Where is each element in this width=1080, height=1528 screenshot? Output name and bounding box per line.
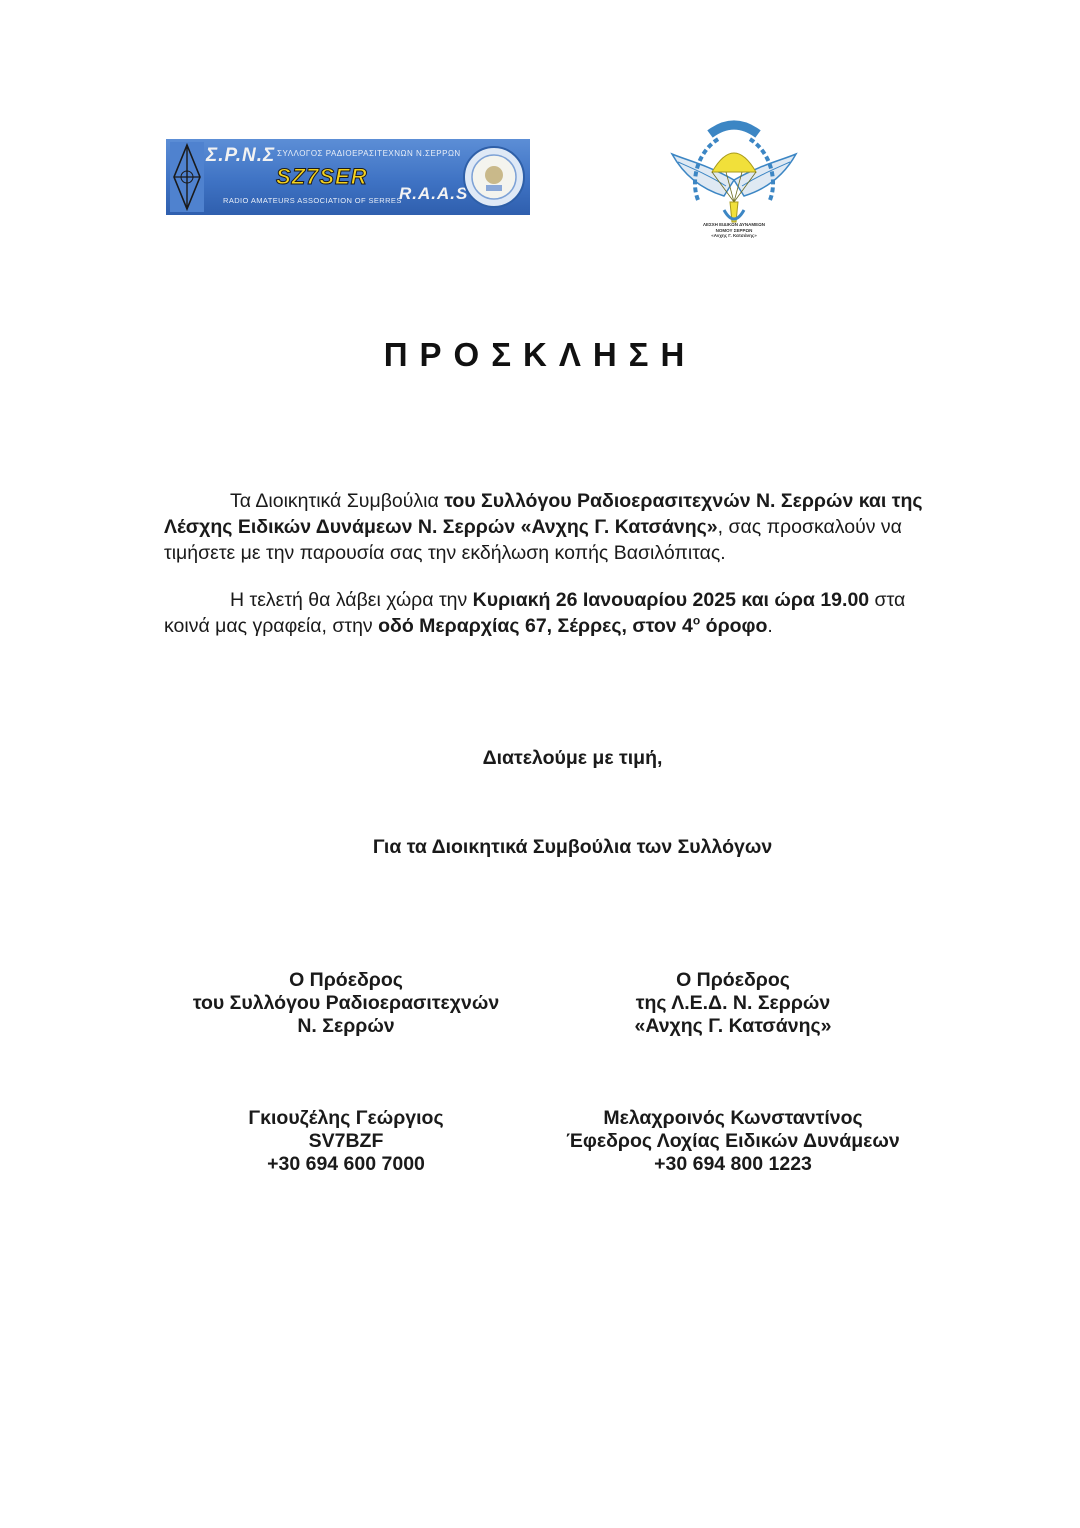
signatory-org: Ν. Σερρών xyxy=(297,1015,395,1037)
paragraph-text: . xyxy=(767,615,773,637)
antenna-icon xyxy=(170,142,204,212)
club-abbreviation: Σ.Ρ.Ν.Σ xyxy=(206,145,276,166)
signatory-role: Ο Πρόεδρος xyxy=(676,969,790,991)
signatory-phone: +30 694 600 7000 xyxy=(267,1153,425,1175)
signatory-callsign: SV7BZF xyxy=(308,1130,384,1152)
paragraph-text: , σας προσκαλούν να τιμήσετε με την παρουσία σας την εκδήλωση κοπής Βασιλόπιτας. xyxy=(164,516,902,564)
signatory-phone: +30 694 800 1223 xyxy=(654,1153,812,1175)
emblem-caption-line1: ΛΕΣΧΗ ΕΙΔΙΚΩΝ ΔΥΝΑΜΕΩΝ xyxy=(702,222,766,227)
paragraph-text: Τα Διοικητικά Συμβούλια xyxy=(230,490,445,512)
closing-line: Διατελούμε με τιμή, xyxy=(482,747,663,769)
signatory-name: Γκιουζέλης Γεώργιος xyxy=(248,1107,444,1129)
emblem-caption-line2: ΝΟΜΟΥ ΣΕΡΡΩΝ xyxy=(715,227,753,233)
emblem-caption-line3: «Ανχης Γ. Κατσάνης» xyxy=(711,233,757,238)
paragraph-text: στα κοινά μας γραφεία, στην xyxy=(164,589,906,637)
club-abbreviation-english: R.A.A.S xyxy=(399,184,469,203)
organizations-text: του Συλλόγου Ραδιοερασιτεχνών Ν. Σερρών και της Λέσχης Ειδικών Δυνάμεων Ν. Σερρών «Ανχης Γ. Κατσάνης» xyxy=(164,490,923,538)
left-signatory-title xyxy=(166,969,526,1038)
signatory-org: της Λ.Ε.Δ. Ν. Σερρών xyxy=(635,992,831,1014)
radio-club-banner-logo xyxy=(166,139,530,215)
right-signatory-title xyxy=(563,969,903,1038)
club-name-english: RADIO AMATEURS ASSOCIATION OF SERRES xyxy=(223,196,402,205)
on-behalf-line: Για τα Διοικητικά Συμβούλια των Συλλόγων xyxy=(372,836,773,858)
emblem-caption xyxy=(668,222,800,239)
signatory-name: Μελαχροινός Κωνσταντίνος xyxy=(603,1107,863,1129)
club-callsign: SZ7SER xyxy=(276,164,368,189)
paragraph-text: Η τελετή θα λάβει χώρα την xyxy=(230,589,473,611)
right-signatory-contact xyxy=(563,1107,903,1176)
event-address: οδό Μεραρχίας 67, Σέρρες, στον $4^o$ όροφο xyxy=(378,613,768,637)
invitation-paragraph xyxy=(164,488,924,566)
signatory-rank: Έφεδρος Λοχίας Ειδικών Δυνάμεων xyxy=(566,1130,900,1152)
left-signatory-contact xyxy=(166,1107,526,1176)
signatory-role: Ο Πρόεδρος xyxy=(289,969,403,991)
event-date-time: Κυριακή 26 Ιανουαρίου 2025 και ώρα 19.00 xyxy=(472,589,870,611)
signatory-org: «Ανχης Γ. Κατσάνης» xyxy=(634,1015,832,1037)
event-details-paragraph xyxy=(164,587,924,639)
signatory-org: του Συλλόγου Ραδιοερασιτεχνών xyxy=(192,992,500,1014)
club-seal-icon xyxy=(462,145,526,209)
document-title: ΠΡΟΣΚΛΗΣΗ xyxy=(383,336,697,373)
club-name-greek: ΣΥΛΛΟΓΟΣ ΡΑΔΙΟΕΡΑΣΙΤΕΧΝΩΝ Ν.ΣΕΡΡΩΝ xyxy=(277,149,461,158)
